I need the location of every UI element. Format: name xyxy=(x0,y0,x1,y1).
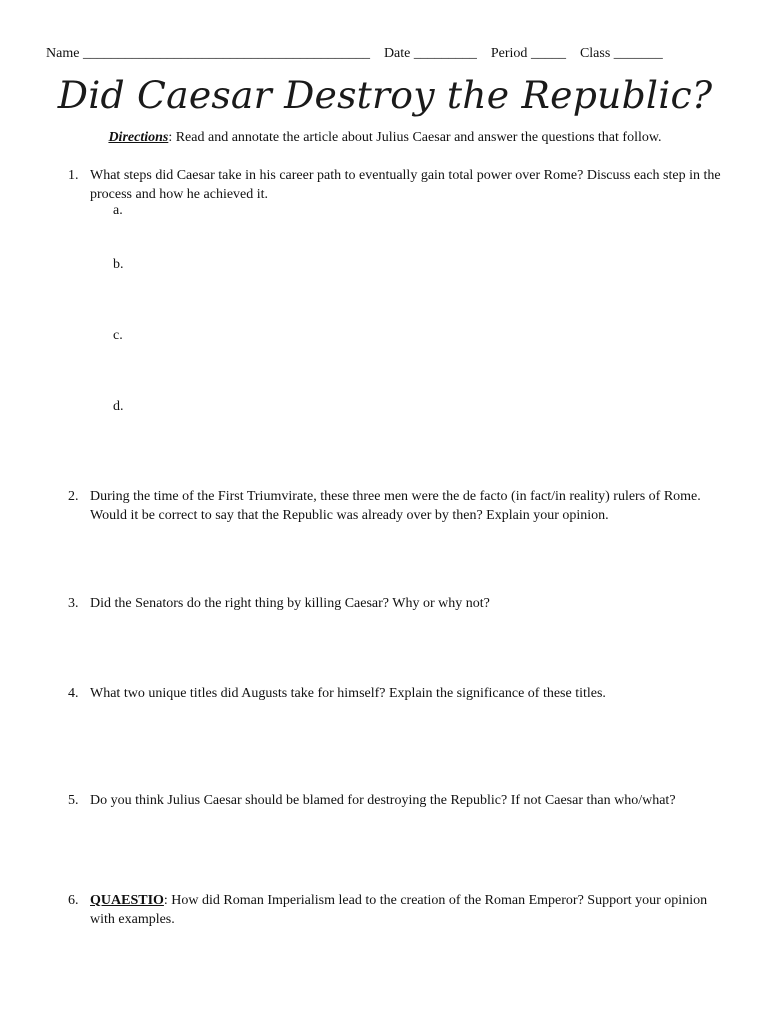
header-line xyxy=(46,46,726,62)
page-title: Did Caesar Destroy the Republic? xyxy=(57,74,713,117)
question-2 xyxy=(68,487,728,525)
question-text: : How did Roman Imperialism lead to the creation of the Roman Emperor? Support your opinion with examples. xyxy=(90,893,708,927)
question-6 xyxy=(68,891,728,929)
question-text: What two unique titles did Augusts take for himself? Explain the significance of these titles. xyxy=(90,686,606,701)
question-1 xyxy=(68,166,728,204)
question-number: 5. xyxy=(68,793,79,808)
question-text: During the time of the First Triumvirate, these three men were the de facto (in fact/in reality) rulers of Rome. Would it be correct to say that the Republic was already over by then? Explain your opinion. xyxy=(90,489,701,523)
question-4 xyxy=(68,684,728,703)
question-number: 3. xyxy=(68,596,79,611)
date-blank: _________ xyxy=(413,46,477,61)
question-number: 1. xyxy=(68,168,79,183)
directions-text: : Read and annotate the article about Julius Caesar and answer the questions that follow. xyxy=(168,130,662,145)
question-number: 6. xyxy=(68,893,79,908)
question-text: Did the Senators do the right thing by killing Caesar? Why or why not? xyxy=(90,596,490,611)
period-label: Period xyxy=(490,46,528,61)
question-text: What steps did Caesar take in his career path to eventually gain total power over Rome? Discuss each step in the process and how he achieved it. xyxy=(90,168,721,202)
quaestio-label: QUAESTIO xyxy=(90,893,164,908)
sub-item-d: d. xyxy=(113,399,124,414)
name-blank: _________________________________________ xyxy=(82,46,370,61)
class-blank: _______ xyxy=(613,46,663,61)
directions xyxy=(0,130,770,146)
period-blank: _____ xyxy=(530,46,566,61)
name-label: Name xyxy=(46,46,80,61)
sub-item-b: b. xyxy=(113,257,124,272)
question-text: Do you think Julius Caesar should be blamed for destroying the Republic? If not Caesar than who/what? xyxy=(90,793,676,808)
sub-item-c: c. xyxy=(113,328,123,343)
question-number: 4. xyxy=(68,686,79,701)
question-text-wrapper xyxy=(90,891,728,929)
class-label: Class xyxy=(579,46,611,61)
question-number: 2. xyxy=(68,489,79,504)
question-3 xyxy=(68,594,728,613)
question-5 xyxy=(68,791,728,810)
directions-label: Directions xyxy=(108,130,169,145)
sub-item-a: a. xyxy=(113,203,123,218)
date-label: Date xyxy=(383,46,411,61)
